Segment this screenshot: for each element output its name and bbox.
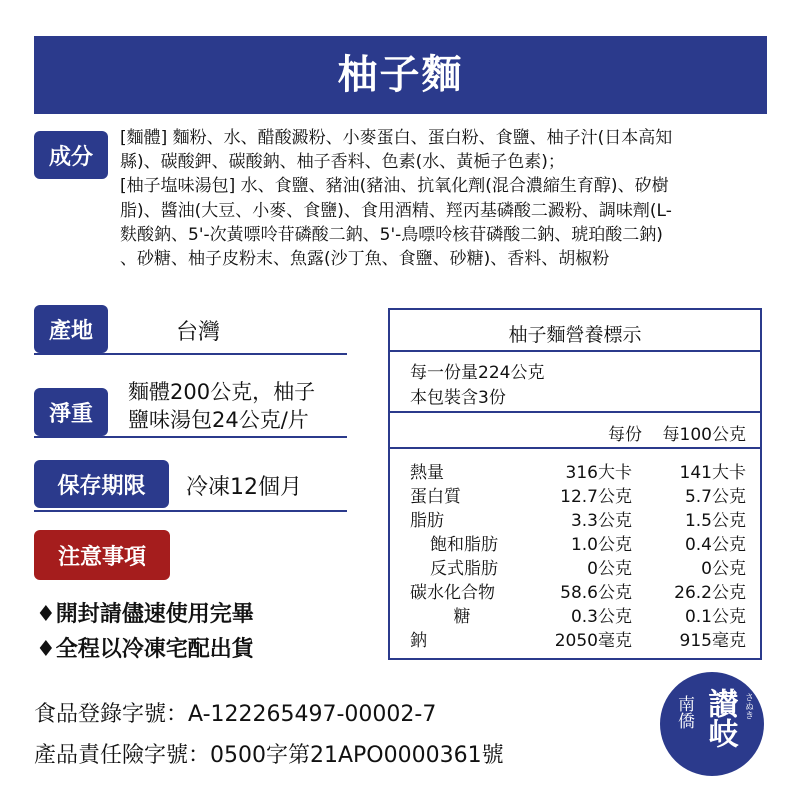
nutrient-per-serving: 58.6公克 <box>560 583 632 603</box>
nutrient-name: 飽和脂肪 <box>430 535 498 555</box>
nutrient-per-serving: 12.7公克 <box>560 487 632 507</box>
table-divider <box>390 411 760 413</box>
logo-main-text: 讃岐 <box>702 688 738 748</box>
ingredients-line: 、砂糖、柚子皮粉末、魚露(沙丁魚、食鹽、砂糖)、香料、胡椒粉 <box>120 249 610 270</box>
nutrient-per-serving: 0公克 <box>587 559 632 579</box>
net-weight-underline <box>34 436 347 438</box>
nutrient-name: 熱量 <box>410 463 444 483</box>
nutrient-per-100g: 5.7公克 <box>684 487 746 507</box>
notice-item: ♦開封請儘速使用完畢 <box>36 602 254 627</box>
origin-underline <box>34 353 347 355</box>
column-header-per-100g: 每100公克 <box>662 425 746 445</box>
nutrient-name: 蛋白質 <box>410 487 461 507</box>
nutrient-per-serving: 316大卡 <box>565 463 632 483</box>
nutrient-name: 反式脂肪 <box>430 559 498 579</box>
nutrient-per-100g: 26.2公克 <box>674 583 746 603</box>
net-weight-value <box>128 378 315 434</box>
ingredients-line: [柚子塩味湯包] 水、食鹽、豬油(豬油、抗氧化劑(混合濃縮生育醇)、矽樹 <box>120 176 669 197</box>
ingredients-line: [麵體] 麵粉、水、醋酸澱粉、小麥蛋白、蛋白粉、食鹽、柚子汁(日本高知 <box>120 128 673 148</box>
serving-size: 每一份量224公克 <box>410 363 545 383</box>
ingredients-label: 成分 <box>34 131 108 179</box>
logo-kana-text: さぬき <box>743 692 753 720</box>
nutrient-name: 碳水化合物 <box>410 583 495 603</box>
ingredients-line: 麩酸鈉、5'-次黃嘌呤苷磷酸二鈉、5'-鳥嘌呤核苷磷酸二鈉、琥珀酸二鈉) <box>120 224 663 245</box>
ingredients-line: 脂)、醬油(大豆、小麥、食鹽)、食用酒精、羥丙基磷酸二澱粉、調味劑(L- <box>120 200 672 221</box>
shelf-life-value: 冷凍12個月 <box>186 475 302 500</box>
ingredients-text <box>120 126 780 271</box>
logo-side-text: 南僑 <box>674 695 694 729</box>
origin-value: 台灣 <box>176 320 221 345</box>
food-registration-number: 食品登錄字號：A-122265497-00002-7 <box>34 702 437 727</box>
ingredients-line: 縣)、碳酸鉀、碳酸鈉、柚子香料、色素(水、黃梔子色素)； <box>120 152 565 173</box>
net-weight-label: 淨重 <box>34 388 108 436</box>
net-weight-line: 鹽味湯包24公克/片 <box>128 408 309 432</box>
nutrient-per-serving: 2050毫克 <box>554 631 632 651</box>
origin-label: 產地 <box>34 305 108 353</box>
nutrient-name: 糖 <box>453 607 471 627</box>
column-header-per-serving: 每份 <box>608 425 642 445</box>
table-divider <box>390 350 760 352</box>
shelf-life-label: 保存期限 <box>34 460 169 508</box>
nutrition-title: 柚子麵營養標示 <box>508 324 642 346</box>
nutrient-name: 鈉 <box>410 631 427 651</box>
sanuki-brand-logo <box>660 672 764 776</box>
nutrient-per-100g: 0公克 <box>701 559 746 579</box>
shelf-life-underline <box>34 510 347 512</box>
nutrient-per-serving: 3.3公克 <box>570 511 632 531</box>
product-title: 柚子麵 <box>34 36 767 114</box>
liability-insurance-number: 產品責任險字號：0500字第21APO0000361號 <box>34 743 504 768</box>
nutrient-per-serving: 0.3公克 <box>570 607 632 627</box>
net-weight-line: 麵體200公克，柚子 <box>128 380 316 404</box>
sanuki-logo-graphic <box>660 672 764 776</box>
nutrient-per-100g: 1.5公克 <box>684 511 746 531</box>
notice-item: ♦全程以冷凍宅配出貨 <box>36 637 254 662</box>
nutrient-per-100g: 141大卡 <box>679 463 746 483</box>
nutrient-per-100g: 915毫克 <box>679 631 746 651</box>
nutrient-per-100g: 0.4公克 <box>684 535 746 555</box>
nutrient-per-100g: 0.1公克 <box>684 607 746 627</box>
nutrient-name: 脂肪 <box>410 511 444 531</box>
servings-per-pack: 本包裝含3份 <box>410 388 506 408</box>
nutrient-per-serving: 1.0公克 <box>570 535 632 555</box>
table-divider <box>390 447 760 449</box>
notice-label: 注意事項 <box>34 530 170 580</box>
nutrition-table <box>388 308 762 660</box>
